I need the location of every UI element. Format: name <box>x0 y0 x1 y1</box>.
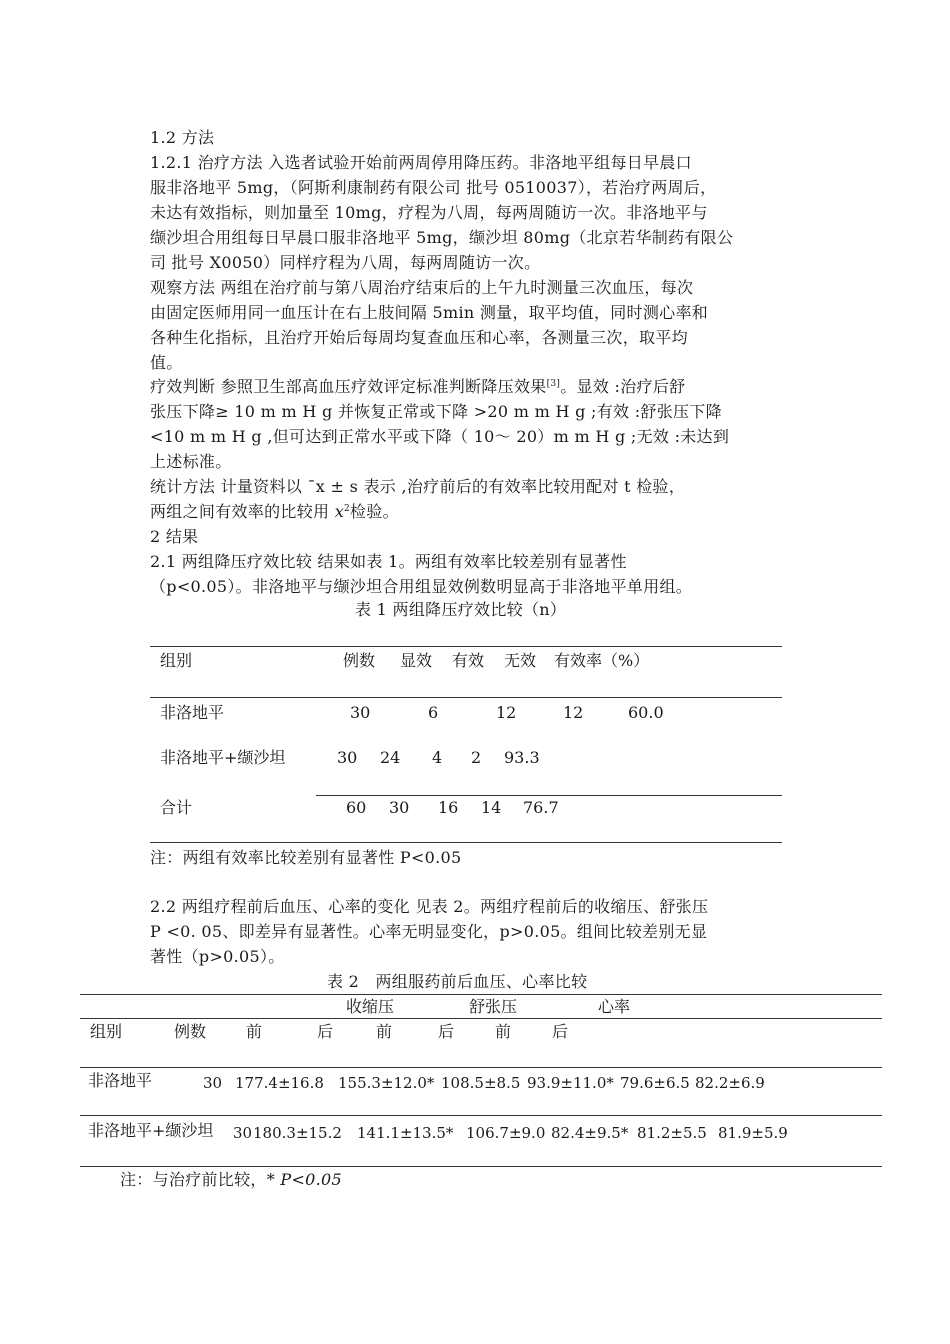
table2-group-rule <box>80 1018 882 1019</box>
table1-row2-n: 30 <box>337 748 358 767</box>
statistics-line-1: 统计方法 计量资料以 ¯x ± s 表示 ,治疗前后的有效率比较用配对 t 检验， <box>150 477 686 496</box>
table1-total-rule <box>316 795 782 796</box>
treatment-line-2: 服非洛地平 5mg，（阿斯利康制药有限公司 批号 0510037），若治疗两周后， <box>150 178 717 197</box>
result-2-line-3: 著性（p>0.05）。 <box>150 947 285 966</box>
table1-row2-group: 非洛地平+缬沙坦 <box>160 748 286 767</box>
treatment-line-3: 未达有效指标，则加量至 10mg，疗程为八周，每两周随访一次。非洛地平与 <box>150 203 708 222</box>
table2-row1-dbp-post: 93.9±11.0* <box>527 1074 614 1092</box>
table1-row1-marked: 6 <box>428 703 439 722</box>
table2-row1-hr-pre: 79.6±6.5 <box>620 1074 690 1092</box>
efficacy-line-1-text: 疗效判断 参照卫生部高血压疗效评定标准判断降压效果 <box>150 377 547 396</box>
table2-header-dbp-pre: 前 <box>376 1022 393 1041</box>
treatment-line-5: 司 批号 X0050）同样疗程为八周，每两周随访一次。 <box>150 253 541 272</box>
table2-row1-group: 非洛地平 <box>88 1071 153 1090</box>
efficacy-line-1-tail: 。显效 :治疗后舒 <box>560 377 686 396</box>
table1-row3-marked: 30 <box>389 798 410 817</box>
table1-row2-effective: 4 <box>432 748 443 767</box>
table1-row2-marked: 24 <box>380 748 401 767</box>
table2-group-sbp: 收缩压 <box>346 997 395 1016</box>
table2-top-rule <box>80 994 882 995</box>
table1-row3-n: 60 <box>346 798 367 817</box>
table1-top-rule <box>150 646 782 647</box>
table2-note-text: 注：与治疗前比较， <box>120 1170 267 1189</box>
table1-caption: 表 1 两组降压疗效比较（n） <box>355 600 567 619</box>
table1-header-n: 例数 <box>343 651 376 670</box>
table2-row1-sbp-pre: 177.4±16.8 <box>235 1074 324 1092</box>
table2-group-hr: 心率 <box>598 997 631 1016</box>
table1-row1-n: 30 <box>350 703 371 722</box>
table1-row1-ineffective: 12 <box>563 703 584 722</box>
table2-header-hr-post: 后 <box>552 1022 569 1041</box>
treatment-line-4: 缬沙坦合用组每日早晨口服非洛地平 5mg，缬沙坦 80mg（北京若华制药有限公 <box>150 228 734 247</box>
table1-header-rule <box>150 697 782 698</box>
table2-row1-sbp-post: 155.3±12.0* <box>338 1074 435 1092</box>
table2-header-sbp-post: 后 <box>317 1022 334 1041</box>
table1-row3-group: 合计 <box>160 798 193 817</box>
table2-row2-n: 30 <box>233 1124 253 1142</box>
treatment-line-1: 1.2.1 治疗方法 入选者试验开始前两周停用降压药。非洛地平组每日早晨口 <box>150 153 692 172</box>
table1-header-group: 组别 <box>160 651 193 670</box>
table2-bottom-rule <box>80 1166 882 1167</box>
table1-header-ineffective: 无效 <box>504 651 537 670</box>
reference-mark: [3] <box>546 379 561 389</box>
observation-line-3: 各种生化指标，且治疗开始后每周均复查血压和心率，各测量三次，取平均 <box>150 328 688 347</box>
table2-note-significance: * P<0.05 <box>266 1170 342 1189</box>
observation-line-1: 观察方法 两组在治疗前与第八周治疗结束后的上午九时测量三次血压，每次 <box>150 278 694 297</box>
table1-row3-effective: 16 <box>438 798 459 817</box>
table1-note: 注：两组有效率比较差别有显著性 P<0.05 <box>150 848 462 867</box>
method-heading: 1.2 方法 <box>150 128 215 147</box>
result-1-line-1: 2.1 两组降压疗效比较 结果如表 1。两组有效率比较差别有显著性 <box>150 552 627 571</box>
table2-header-group: 组别 <box>90 1022 123 1041</box>
table1-row3-rate: 76.7 <box>523 798 559 817</box>
table2-caption: 表 2 两组服药前后血压、心率比较 <box>327 972 588 991</box>
table2-row2-hr-pre: 81.2±5.5 <box>637 1124 707 1142</box>
observation-line-2: 由固定医师用同一血压计在右上肢间隔 5min 测量，取平均值，同时测心率和 <box>150 303 709 322</box>
table1-row2-ineffective: 2 <box>471 748 482 767</box>
table2-note <box>120 1170 342 1190</box>
table2-row2-dbp-post: 82.4±9.5* <box>551 1124 629 1142</box>
table1-header-effective: 有效 <box>452 651 485 670</box>
table2-row1-dbp-pre: 108.5±8.5 <box>441 1074 521 1092</box>
table1-row3-ineffective: 14 <box>481 798 502 817</box>
observation-line-4: 值。 <box>150 353 183 372</box>
table2-row2-sbp-post: 141.1±13.5* <box>357 1124 454 1142</box>
chi-square-exponent: 2 <box>344 504 351 514</box>
result-2-line-2: P <0. 05、即差异有显著性。心率无明显变化，p>0.05。组间比较差别无显 <box>150 922 708 941</box>
result-2-line-1: 2.2 两组疗程前后血压、心率的变化 见表 2。两组疗程前后的收缩压、舒张压 <box>150 897 709 916</box>
table1-row2-rate: 93.3 <box>504 748 540 767</box>
statistics-line-2-text: 两组之间有效率的比较用 <box>150 502 335 521</box>
table2-header-hr-pre: 前 <box>495 1022 512 1041</box>
table2-group-dbp: 舒张压 <box>469 997 518 1016</box>
table2-row-rule <box>80 1115 882 1116</box>
table1-header-marked: 显效 <box>400 651 433 670</box>
table2-header-dbp-post: 后 <box>438 1022 455 1041</box>
table2-header-n: 例数 <box>174 1022 207 1041</box>
table2-row1-n: 30 <box>203 1074 223 1092</box>
table2-row2-hr-post: 81.9±5.9 <box>718 1124 788 1142</box>
results-heading: 2 结果 <box>150 527 199 546</box>
table1-row1-effective: 12 <box>496 703 517 722</box>
table1-bottom-rule <box>150 842 782 843</box>
efficacy-line-4: 上述标准。 <box>150 452 232 471</box>
statistics-line-2-tail: 检验。 <box>350 502 399 521</box>
chi-symbol: x <box>334 502 345 521</box>
table2-row1-hr-post: 82.2±6.9 <box>695 1074 765 1092</box>
table2-row2-dbp-pre: 106.7±9.0 <box>466 1124 546 1142</box>
table2-row2-sbp-pre: 180.3±15.2 <box>253 1124 342 1142</box>
table1-row1-group: 非洛地平 <box>160 703 225 722</box>
table1-header-rate: 有效率（%） <box>554 651 650 670</box>
table2-row2-group: 非洛地平+缬沙坦 <box>88 1121 214 1140</box>
table1-row1-rate: 60.0 <box>628 703 664 722</box>
table2-header-sbp-pre: 前 <box>246 1022 263 1041</box>
efficacy-line-3: <10 m m H g ,但可达到正常水平或下降（ 10～ 20）m m H g ;无效 :未达到 <box>150 427 730 446</box>
efficacy-line-1 <box>150 377 685 397</box>
table2-header-rule <box>80 1067 882 1068</box>
result-1-line-2: （p<0.05）。非洛地平与缬沙坦合用组显效例数明显高于非洛地平单用组。 <box>150 577 693 596</box>
statistics-line-2 <box>150 502 399 522</box>
efficacy-line-2: 张压下降≥ 10 m m H g 并恢复正常或下降 >20 m m H g ;有效 :舒张压下降 <box>150 402 722 421</box>
